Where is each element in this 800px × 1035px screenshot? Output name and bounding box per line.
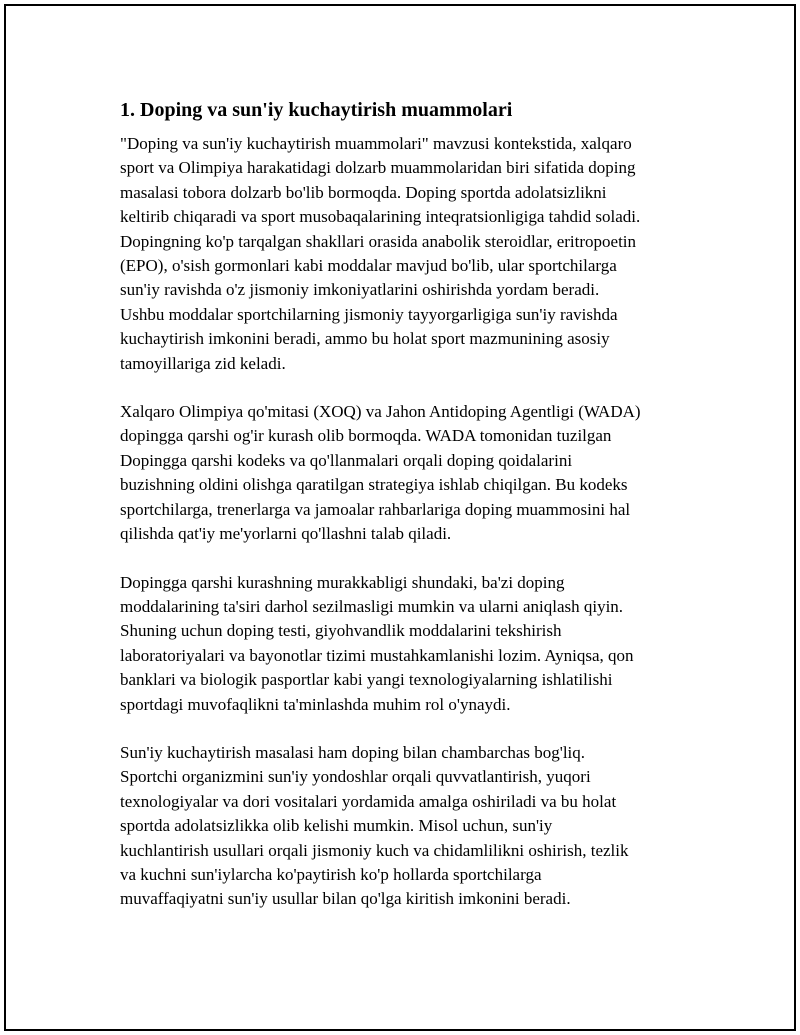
text-line: sport va Olimpiya harakatidagi dolzarb muammolaridan biri sifatida doping [120, 158, 636, 178]
text-line: Sportchi organizmini sun'iy yondoshlar orqali quvvatlantirish, yuqori [120, 767, 591, 787]
text-line: kuchaytirish imkonini beradi, ammo bu holat sport mazmunining asosiy [120, 329, 610, 349]
text-line: moddalarining ta'siri darhol sezilmasligi mumkin va ularni aniqlash qiyin. [120, 596, 624, 616]
text-line: Ushbu moddalar sportchilarning jismoniy tayyorgarligiga sun'iy ravishda [120, 304, 618, 324]
page-border [4, 4, 796, 1031]
text-line: "Doping va sun'iy kuchaytirish muammolari" mavzusi kontekstida, xalqaro [120, 134, 632, 153]
text-line: buzishning oldini olishga qaratilgan strategiya ishlab chiqilgan. Bu kodeks [120, 475, 628, 495]
text-line: masalasi tobora dolzarb bo'lib bormoqda. Doping sportda adolatsizlikni [120, 182, 607, 202]
paragraph-4 [120, 741, 700, 912]
text-line: kuchlantirish usullari orqali jismoniy kuch va chidamlilikni oshirish, tezlik [120, 840, 629, 860]
text-line: va kuchni sun'iylarcha ko'paytirish ko'p hollarda sportchilarga [120, 864, 542, 884]
text-line: (EPO), o'sish gormonlari kabi moddalar mavjud bo'lib, ular sportchilarga [120, 256, 617, 276]
section-heading: 1. Doping va sun'iy kuchaytirish muammolari [120, 99, 513, 121]
text-line: laboratoriyalari va bayonotlar tizimi mustahkamlanishi lozim. Ayniqsa, qon [120, 645, 634, 665]
document-body [120, 96, 700, 936]
text-line: qilishda qat'iy me'yorlarni qo'llashni talab qiladi. [120, 524, 452, 544]
text-line: sportdagi muvofaqlikni ta'minlashda muhim rol o'ynaydi. [120, 694, 511, 714]
text-line: sportchilarga, trenerlarga va jamoalar rahbarlariga doping muammosini hal [120, 499, 631, 519]
text-line: texnologiyalar va dori vositalari yordamida amalga oshiriladi va bu holat [120, 791, 617, 811]
text-line: tamoyillariga zid keladi. [120, 353, 286, 373]
text-line: dopingga qarshi og'ir kurash olib bormoqda. WADA tomonidan tuzilgan [120, 426, 612, 446]
text-line: Dopingga qarshi kodeks va qo'llanmalari orqali doping qoidalarini [120, 450, 573, 470]
text-line: banklari va biologik pasportlar kabi yangi texnologiyalarning ishlatilishi [120, 670, 613, 690]
paragraph-2 [120, 400, 700, 546]
text-line: keltirib chiqaradi va sport musobaqalarining inteqratsionligiga tahdid soladi. [120, 207, 641, 227]
text-line: sportda adolatsizlikka olib kelishi mumkin. Misol uchun, sun'iy [120, 816, 553, 836]
text-line: Dopingning ko'p tarqalgan shakllari orasida anabolik steroidlar, eritropoetin [120, 231, 637, 251]
text-line: Shuning uchun doping testi, giyohvandlik moddalarini tekshirish [120, 621, 562, 641]
text-line: Sun'iy kuchaytirish masalasi ham doping bilan chambarchas bog'liq. [120, 742, 586, 762]
text-line: sun'iy ravishda o'z jismoniy imkoniyatlarini oshirishda yordam beradi. [120, 280, 600, 300]
text-line: muvaffaqiyatni sun'iy usullar bilan qo'lga kiritish imkonini beradi. [120, 889, 571, 909]
paragraph-3 [120, 571, 700, 717]
paragraph-1 [120, 132, 700, 376]
text-line: Xalqaro Olimpiya qo'mitasi (XOQ) va Jahon Antidoping Agentligi (WADA) [120, 402, 641, 422]
text-line: Dopingga qarshi kurashning murakkabligi shundaki, ba'zi doping [120, 572, 565, 592]
